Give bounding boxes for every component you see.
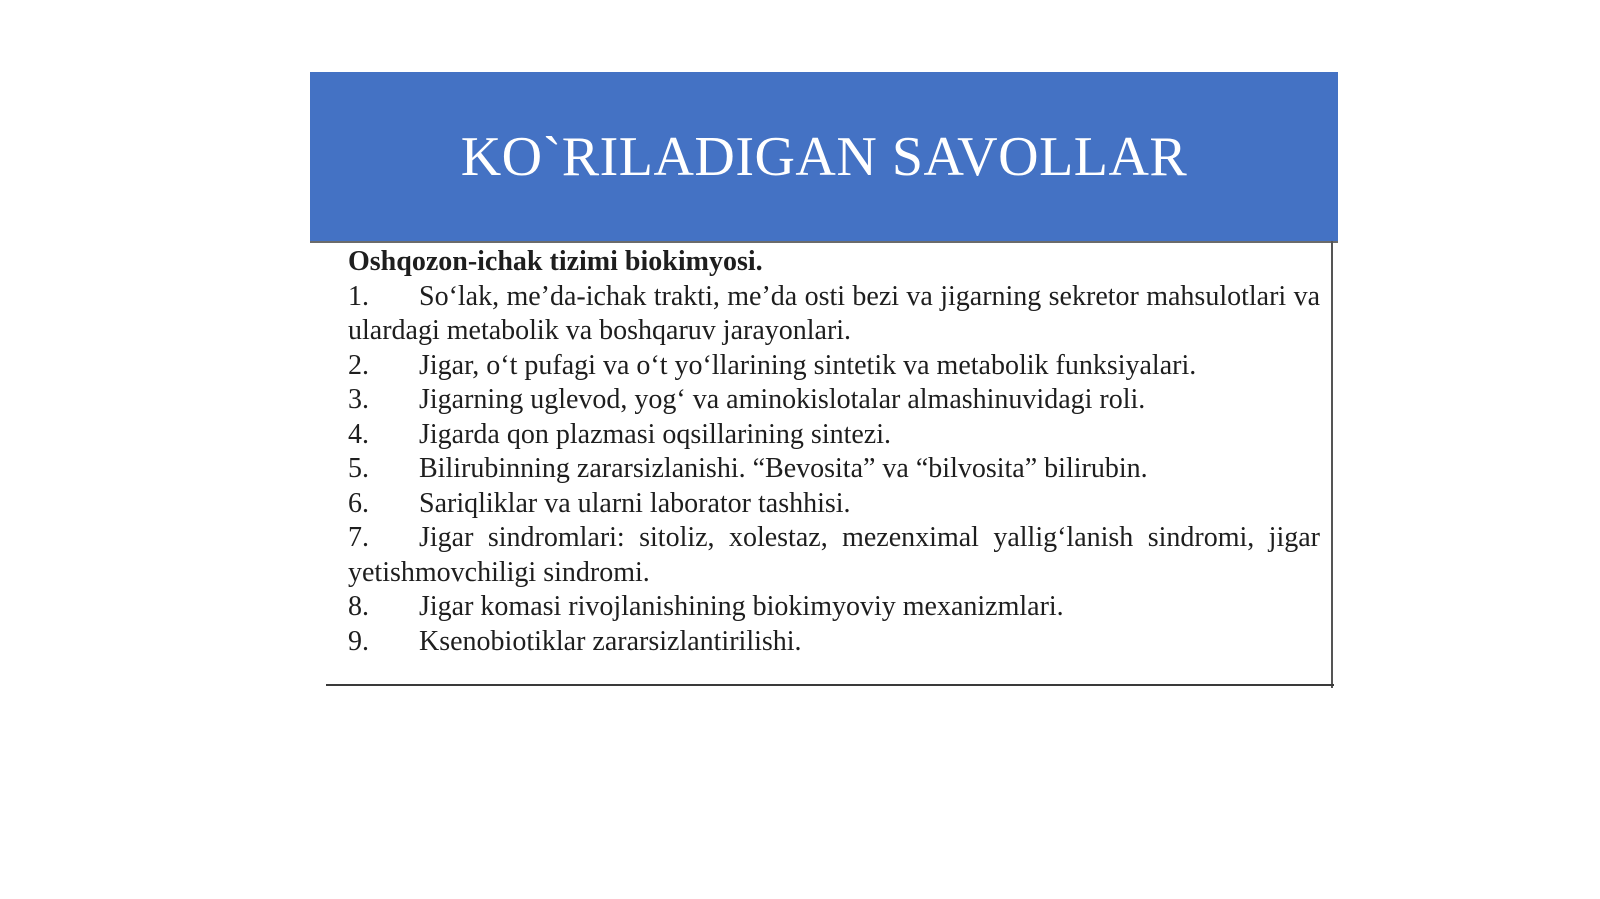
item-number: 1. (348, 280, 369, 312)
list-item (348, 452, 1320, 487)
item-text: Jigar sindromlari: sitoliz, xolestaz, mezenximal yallig‘lanish sindromi, jigar yetishmovchiligi sindromi. (348, 522, 1320, 588)
item-number: 9. (348, 625, 369, 657)
list-item (348, 521, 1320, 590)
item-text: Bilirubinning zararsizlanishi. “Bevosita” va “bilvosita” bilirubin. (419, 453, 1148, 484)
item-text: Jigar komasi rivojlanishining biokimyoviy mexanizmlari. (419, 591, 1064, 622)
item-number: 2. (348, 349, 369, 381)
list-item (348, 383, 1320, 418)
document-text (348, 245, 1320, 659)
item-number: 6. (348, 487, 369, 519)
document-heading: Oshqozon-ichak tizimi biokimyosi. (348, 246, 763, 277)
scan-border-top (310, 241, 1338, 243)
item-number: 8. (348, 591, 369, 622)
item-text: Sariqliklar va ularni laborator tashhisi. (419, 487, 851, 519)
item-text: Jigarning uglevod, yog‘ va aminokislotalar almashinuvidagi roli. (419, 384, 1146, 415)
item-number: 5. (348, 453, 369, 484)
slide-title: KO`RILADIGAN SAVOLLAR (460, 125, 1188, 188)
item-number: 4. (348, 418, 369, 450)
item-text: Jigar, o‘t pufagi va o‘t yo‘llarining sintetik va metabolik funksiyalari. (419, 349, 1197, 381)
list-item (348, 280, 1320, 349)
title-banner (310, 72, 1338, 241)
list-item (348, 590, 1320, 625)
list-item (348, 418, 1320, 453)
item-text: Jigarda qon plazmasi oqsillarining sintezi. (419, 418, 892, 450)
item-number: 3. (348, 384, 369, 415)
item-text: Ksenobiotiklar zararsizlantirilishi. (419, 625, 802, 657)
scan-border-right (1331, 241, 1333, 688)
item-text: So‘lak, me’da-ichak trakti, me’da osti bezi va jigarning sekretor mahsulotlari va ulardagi metabolik va boshqaruv jarayonlari. (348, 280, 1320, 346)
list-item (348, 349, 1320, 384)
scanned-document (310, 241, 1338, 688)
list-item (348, 625, 1320, 660)
list-item (348, 487, 1320, 522)
scan-border-bottom (326, 684, 1334, 686)
item-number: 7. (348, 522, 369, 553)
